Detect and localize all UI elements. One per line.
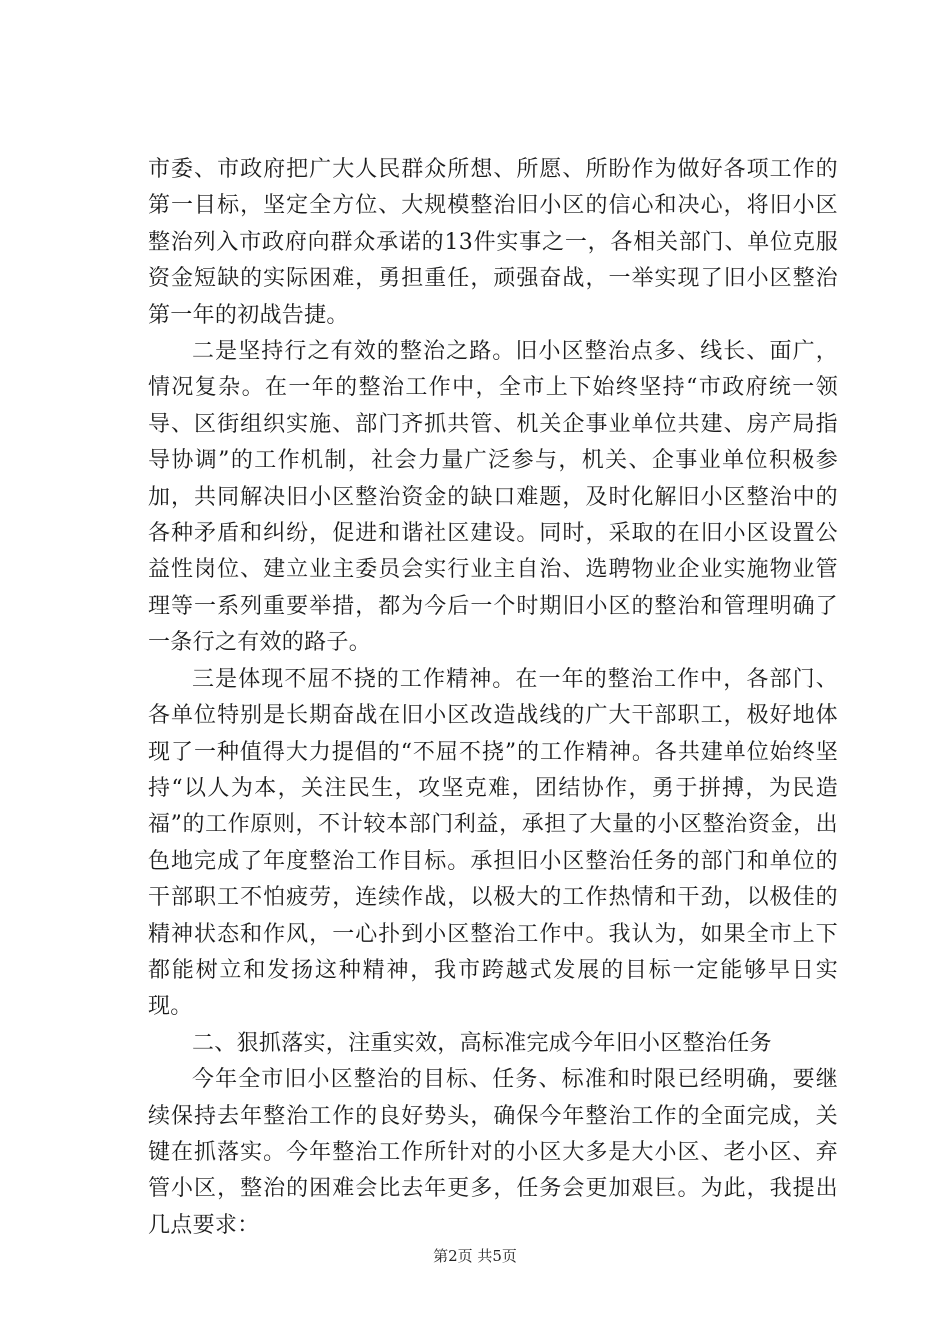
paragraph: 三是体现不屈不挠的工作精神。在一年的整治工作中，各部门、各单位特别是长期奋战在旧小区改造战线的广大干部职工，极好地体现了一种值得大力提倡的“不屈不挠”的工作精神。各共建单位始终坚持“以人为本，关注民生，攻坚克难，团结协作，勇于拼搏，为民造福”的工作原则，不计较本部门利益，承担了大量的小区整治资金，出色地完成了年度整治工作目标。承担旧小区整治任务的部门和单位的干部职工不怕疲劳，连续作战，以极大的工作热情和干劲，以极佳的精神状态和作风，一心扑到小区整治工作中。我认为，如果全市上下都能树立和发扬这种精神，我市跨越式发展的目标一定能够早日实现。 — [148, 666, 838, 1020]
paragraph: 二是坚持行之有效的整治之路。旧小区整治点多、线长、面广，情况复杂。在一年的整治工作中，全市上下始终坚持“市政府统一领导、区街组织实施、部门齐抓共管、机关企事业单位共建、房产局指导协调”的工作机制，社会力量广泛参与，机关、企事业单位积极参加，共同解决旧小区整治资金的缺口难题，及时化解旧小区整治中的各种矛盾和纠纷，促进和谐社区建设。同时，采取的在旧小区设置公益性岗位、建立业主委员会实行业主自治、选聘物业企业实施物业管理等一系列重要举措，都为今后一个时期旧小区的整治和管理明确了一条行之有效的路子。 — [148, 339, 838, 656]
section-heading: 二、狠抓落实，注重实效，高标准完成今年旧小区整治任务 — [192, 1030, 772, 1056]
paragraph: 今年全市旧小区整治的目标、任务、标准和时限已经明确，要继续保持去年整治工作的良好势头，确保今年整治工作的全面完成，关键在抓落实。今年整治工作所针对的小区大多是大小区、老小区、弃管小区，整治的困难会比去年更多，任务会更加艰巨。为此，我提出几点要求： — [148, 1067, 838, 1238]
paragraph: 市委、市政府把广大人民群众所想、所愿、所盼作为做好各项工作的第一目标，坚定全方位、大规模整治旧小区的信心和决心，将旧小区整治列入市政府向群众承诺的13件实事之一，各相关部门、单位克服资金短缺的实际困难，勇担重任，顽强奋战，一举实现了旧小区整治第一年的初战告捷。 — [148, 157, 838, 328]
page-footer: 第2页 共5页 — [433, 1247, 517, 1265]
document-body — [148, 152, 838, 1244]
